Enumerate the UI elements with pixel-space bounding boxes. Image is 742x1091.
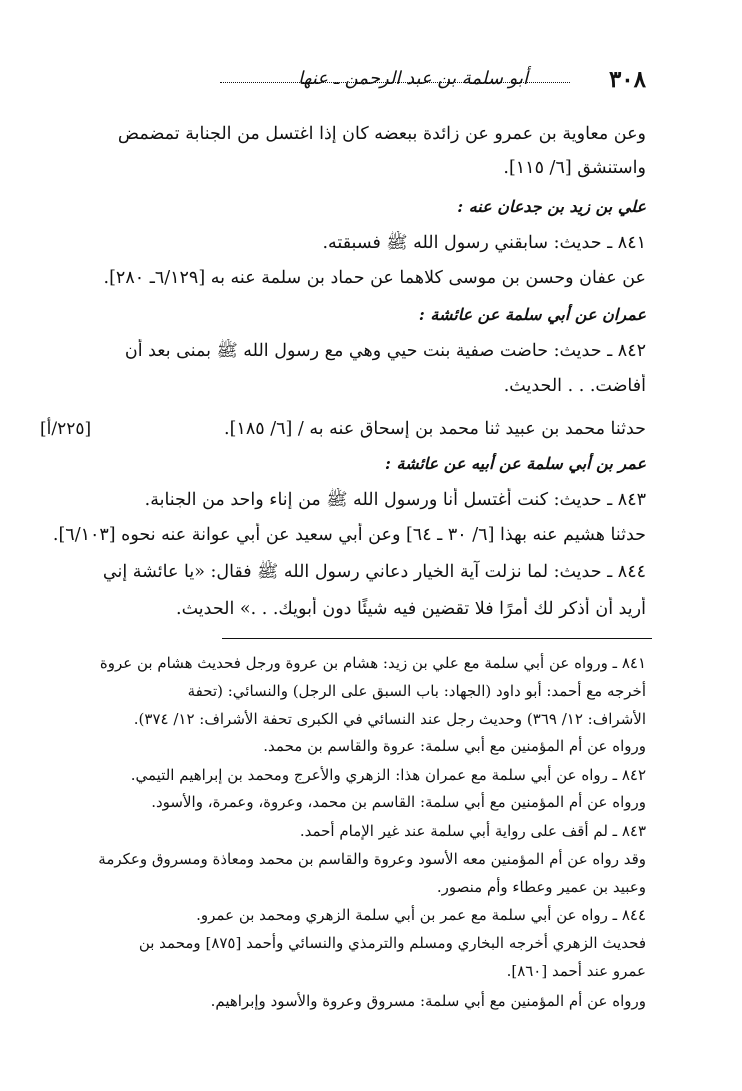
hadith-line: ٨٤٣ ـ حديث: كنت أغتسل أنا ورسول الله ﷺ من إناء واحد من الجنابة.: [144, 490, 646, 510]
footnote-line: ورواه عن أم المؤمنين مع أبي سلمة: عروة والقاسم بن محمد.: [263, 737, 646, 755]
isnad-line: حدثنا هشيم عنه بهذا [٦/ ٣٠ ـ ٦٤] وعن أبي سعيد عن أبي عوانة عنه نحوه [٦/١٠٣].: [52, 525, 646, 545]
section-heading: عمران عن أبي سلمة عن عائشة :: [418, 305, 646, 324]
footnote-line: الأشراف: ١٢/ ٣٦٩) وحديث رجل عند النسائي في الكبرى تحفة الأشراف: ١٢/ ٣٧٤).: [133, 710, 646, 728]
manuscript-folio-ref: [٢٢٥/أ]: [40, 419, 92, 439]
running-title: أبو سلمة بن عبد الرحمن ـ عنها: [298, 68, 528, 89]
hadith-line: ٨٤١ ـ حديث: سابقني رسول الله ﷺ فسبقته.: [322, 233, 646, 253]
isnad-line: حدثنا محمد بن عبيد ثنا محمد بن إسحاق عنه به / [٦/ ١٨٥].: [224, 419, 646, 439]
text-line: واستنشق [٦/ ١١٥].: [503, 158, 646, 178]
section-heading: عمر بن أبي سلمة عن أبيه عن عائشة :: [385, 454, 646, 473]
footnote-divider: [222, 638, 652, 639]
footnote-line: وقد رواه عن أم المؤمنين معه الأسود وعروة والقاسم بن محمد ومعاذة ومسروق وعكرمة: [98, 850, 646, 868]
footnote-line: ٨٤١ ـ ورواه عن أبي سلمة مع علي بن زيد: هشام بن عروة ورجل فحديث هشام بن عروة: [99, 654, 646, 672]
text-line: وعن معاوية بن عمرو عن زائدة ببعضه كان إذا اغتسل من الجنابة تمضمض: [117, 124, 646, 144]
footnote-line: ورواه عن أم المؤمنين مع أبي سلمة: القاسم بن محمد، وعروة، وعمرة، والأسود.: [151, 793, 646, 811]
page-number: ٣٠٨: [608, 66, 646, 93]
hadith-line: ٨٤٤ ـ حديث: لما نزلت آية الخيار دعاني رسول الله ﷺ فقال: «يا عائشة إني: [102, 562, 646, 582]
section-heading: علي بن زيد بن جدعان عنه :: [457, 197, 646, 216]
isnad-line: عن عفان وحسن بن موسى كلاهما عن حماد بن سلمة عنه به [٦/١٢٩ـ ٢٨٠].: [103, 268, 646, 288]
footnote-line: ورواه عن أم المؤمنين مع أبي سلمة: مسروق وعروة والأسود وإبراهيم.: [210, 992, 646, 1010]
footnote-line: عمرو عند أحمد [٨٦٠].: [506, 962, 646, 980]
footnote-line: وعبيد بن عمير وعطاء وأم منصور.: [436, 878, 646, 896]
text-line: أفاضت. . . الحديث.: [503, 376, 646, 396]
footnote-line: ٨٤٢ ـ رواه عن أبي سلمة مع عمران هذا: الزهري والأعرج ومحمد بن إبراهيم التيمي.: [130, 766, 646, 784]
footnote-line: أخرجه مع أحمد: أبو داود (الجهاد: باب السبق على الرجل) والنسائي: (تحفة: [187, 682, 646, 700]
hadith-line: ٨٤٢ ـ حديث: حاضت صفية بنت حيي وهي مع رسول الله ﷺ بمنى بعد أن: [124, 341, 646, 361]
text-line: أريد أن أذكر لك أمرًا فلا تقضين فيه شيئًا دون أبويك. . .» الحديث.: [176, 599, 646, 619]
footnote-line: ٨٤٤ ـ رواه عن أبي سلمة مع عمر بن أبي سلمة الزهري ومحمد بن عمرو.: [196, 906, 646, 924]
page-header: [38, 62, 646, 96]
footnote-line: ٨٤٣ ـ لم أقف على رواية أبي سلمة عند غير الإمام أحمد.: [299, 822, 646, 840]
footnote-line: فحديث الزهري أخرجه البخاري ومسلم والترمذي والنسائي وأحمد [٨٧٥] ومحمد بن: [138, 934, 646, 952]
